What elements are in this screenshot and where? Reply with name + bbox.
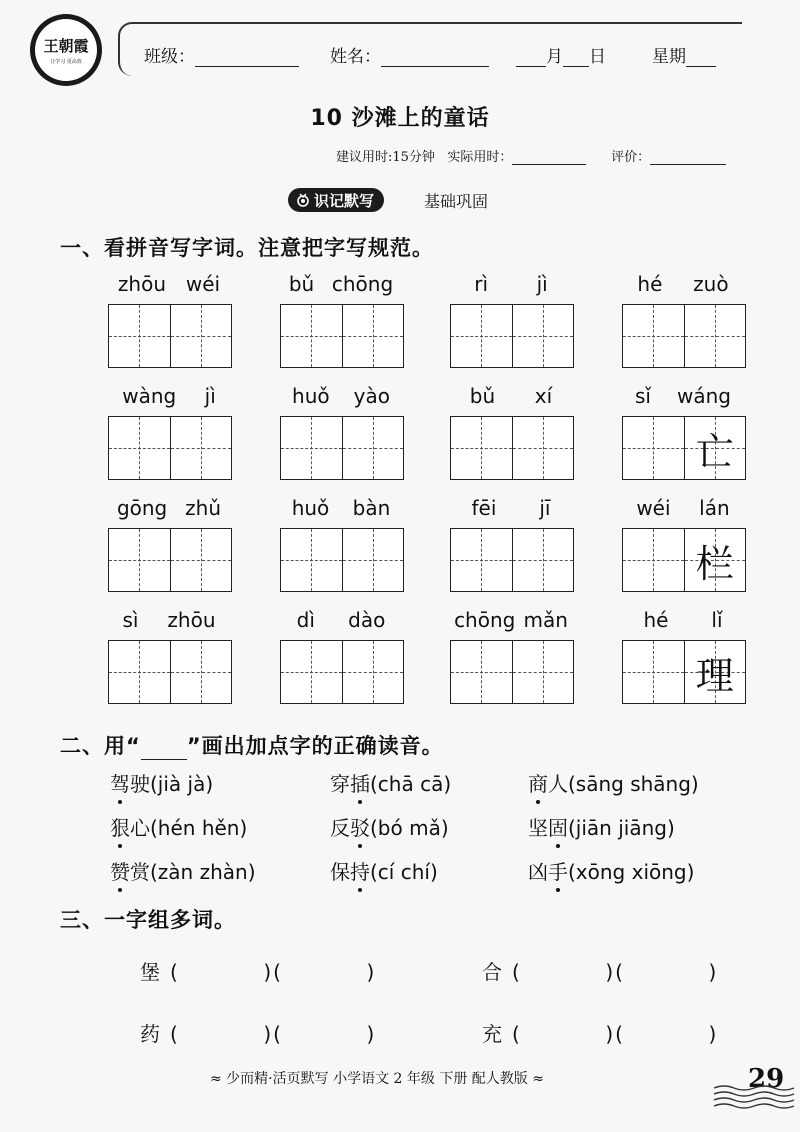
reading-options[interactable]: (sāng shāng) bbox=[568, 772, 699, 796]
badge-label: 识记默写 bbox=[314, 191, 375, 210]
tian-cell[interactable] bbox=[513, 417, 574, 479]
section2-title-start: 二、用“ bbox=[60, 734, 141, 758]
tian-cell[interactable] bbox=[623, 641, 685, 703]
pinyin-label bbox=[622, 384, 744, 410]
rating-label: 评价： bbox=[611, 150, 651, 165]
pinyin-label bbox=[108, 608, 230, 634]
writing-grid[interactable] bbox=[280, 304, 404, 368]
word-group-item[interactable] bbox=[482, 956, 718, 985]
pinyin-syllable: dì bbox=[296, 608, 315, 632]
tian-cell[interactable] bbox=[171, 417, 232, 479]
handwritten-char: 理 bbox=[695, 653, 734, 698]
reading-choice[interactable] bbox=[110, 812, 247, 841]
name-field[interactable] bbox=[330, 42, 489, 67]
dotted-char: 持 bbox=[350, 856, 370, 885]
answer-blanks[interactable]: ( )( ) bbox=[512, 1022, 719, 1046]
tian-cell[interactable] bbox=[281, 305, 343, 367]
pinyin-syllable: hé bbox=[643, 608, 669, 632]
reading-choice[interactable] bbox=[528, 856, 694, 885]
word-rest: 驶 bbox=[130, 772, 150, 796]
tian-cell[interactable] bbox=[281, 641, 343, 703]
word-start: 凶 bbox=[528, 860, 548, 884]
reading-choice[interactable] bbox=[110, 856, 256, 885]
writing-grid[interactable] bbox=[280, 528, 404, 592]
tian-cell[interactable] bbox=[343, 529, 404, 591]
dotted-char: 手 bbox=[548, 856, 568, 885]
tian-cell[interactable] bbox=[623, 305, 685, 367]
writing-grid[interactable] bbox=[450, 416, 574, 480]
wave-decoration bbox=[712, 1082, 800, 1116]
weekday-field[interactable] bbox=[652, 42, 716, 67]
base-char: 药 bbox=[140, 1022, 160, 1046]
tian-cell[interactable] bbox=[451, 417, 513, 479]
pinyin-syllable: jì bbox=[204, 384, 216, 408]
date-field[interactable] bbox=[516, 42, 606, 67]
reading-options[interactable]: (jiān jiāng) bbox=[568, 816, 675, 840]
section3-title: 三、一字组多词。 bbox=[60, 908, 236, 932]
badge-subtitle: 基础巩固 bbox=[424, 192, 489, 211]
reading-options[interactable]: (zàn zhàn) bbox=[150, 860, 256, 884]
reading-options[interactable]: (cí chí) bbox=[370, 860, 438, 884]
section2-title-end: ”画出加点字的正确读音。 bbox=[186, 734, 444, 758]
reading-choice[interactable] bbox=[528, 768, 699, 797]
pinyin-syllable: chōng bbox=[454, 608, 516, 632]
pinyin-syllable: wàng bbox=[122, 384, 177, 408]
reading-options[interactable]: (xōng xiōng) bbox=[568, 860, 695, 884]
pinyin-syllable: gōng bbox=[116, 496, 168, 520]
pinyin-syllable: zuò bbox=[693, 272, 729, 296]
dotted-char: 插 bbox=[350, 768, 370, 797]
logo-subtext: 让学习 更高效 bbox=[50, 59, 82, 65]
month-label: 月 bbox=[546, 47, 563, 67]
tian-cell[interactable] bbox=[343, 641, 404, 703]
writing-grid[interactable] bbox=[450, 304, 574, 368]
medal-icon bbox=[296, 193, 310, 207]
pinyin-syllable: hé bbox=[637, 272, 663, 296]
word-start: 反 bbox=[330, 816, 350, 840]
writing-grid[interactable] bbox=[280, 640, 404, 704]
section2-title bbox=[60, 730, 444, 760]
actual-time-label: 实际用时： bbox=[447, 150, 513, 165]
class-blank[interactable] bbox=[195, 50, 299, 67]
pinyin-syllable: mǎn bbox=[523, 608, 568, 632]
tian-cell[interactable] bbox=[281, 529, 343, 591]
pinyin-syllable: zhōu bbox=[167, 608, 216, 632]
day-label: 日 bbox=[589, 47, 606, 67]
tian-cell[interactable] bbox=[109, 641, 171, 703]
pinyin-syllable: wéi bbox=[636, 496, 671, 520]
base-char: 充 bbox=[482, 1022, 502, 1046]
actual-time-blank[interactable] bbox=[512, 152, 586, 165]
tian-cell[interactable] bbox=[109, 305, 171, 367]
word-rest: 赏 bbox=[130, 860, 150, 884]
word-rest: 心 bbox=[130, 816, 150, 840]
pinyin-label bbox=[280, 272, 402, 298]
word-start: 穿 bbox=[330, 772, 350, 796]
writing-grid[interactable] bbox=[622, 528, 746, 592]
handwritten-char: 亡 bbox=[695, 429, 734, 474]
pinyin-label bbox=[108, 272, 230, 298]
dotted-char: 商 bbox=[528, 768, 548, 797]
writing-grid[interactable] bbox=[622, 416, 746, 480]
page-number: 29 bbox=[748, 1064, 785, 1094]
writing-grid[interactable] bbox=[108, 304, 232, 368]
reading-options[interactable]: (chā cā) bbox=[370, 772, 452, 796]
pinyin-label bbox=[280, 496, 402, 522]
reading-choice[interactable] bbox=[330, 768, 451, 797]
pinyin-label bbox=[450, 608, 572, 634]
dotted-char: 狠 bbox=[110, 812, 130, 841]
class-label: 班级： bbox=[144, 47, 195, 67]
base-char: 堡 bbox=[140, 960, 160, 984]
tian-cell[interactable] bbox=[685, 641, 746, 703]
tian-cell[interactable] bbox=[343, 417, 404, 479]
suggested-time: 建议用时:15分钟 bbox=[336, 150, 435, 165]
tian-cell[interactable] bbox=[623, 417, 685, 479]
reading-options[interactable]: (bó mǎ) bbox=[370, 816, 449, 840]
pinyin-label bbox=[280, 384, 402, 410]
reading-choice[interactable] bbox=[330, 856, 438, 885]
word-group-item[interactable] bbox=[140, 1018, 376, 1047]
dotted-char: 驳 bbox=[350, 812, 370, 841]
pinyin-label bbox=[622, 608, 744, 634]
pinyin-syllable: bàn bbox=[352, 496, 391, 520]
tian-cell[interactable] bbox=[685, 417, 746, 479]
tian-cell[interactable] bbox=[513, 529, 574, 591]
tian-cell[interactable] bbox=[171, 305, 232, 367]
tian-cell[interactable] bbox=[109, 417, 171, 479]
reading-options[interactable]: (hén hěn) bbox=[150, 816, 248, 840]
pinyin-syllable: bǔ bbox=[288, 272, 315, 296]
word-group-item[interactable] bbox=[140, 956, 376, 985]
pinyin-syllable: jì bbox=[536, 272, 548, 296]
time-row bbox=[336, 146, 726, 165]
writing-grid[interactable] bbox=[108, 528, 232, 592]
pinyin-syllable: lǐ bbox=[711, 608, 723, 632]
writing-grid[interactable] bbox=[450, 640, 574, 704]
word-start: 保 bbox=[330, 860, 350, 884]
publisher-logo bbox=[30, 14, 102, 86]
name-blank[interactable] bbox=[381, 50, 489, 67]
tian-cell[interactable] bbox=[451, 305, 513, 367]
footer-text: ≈ 少而精·活页默写 小学语文 2 年级 下册 配人教版 ≈ bbox=[210, 1071, 544, 1087]
tian-cell[interactable] bbox=[171, 641, 232, 703]
writing-grid[interactable] bbox=[450, 528, 574, 592]
pinyin-syllable: huǒ bbox=[292, 384, 330, 408]
reading-choice[interactable] bbox=[528, 812, 675, 841]
handwritten-char: 栏 bbox=[695, 541, 734, 586]
pinyin-syllable: sǐ bbox=[635, 384, 651, 408]
answer-blanks[interactable]: ( )( ) bbox=[170, 960, 377, 984]
tian-cell[interactable] bbox=[685, 305, 746, 367]
tian-cell[interactable] bbox=[451, 529, 513, 591]
dotted-char: 驾 bbox=[110, 768, 130, 797]
writing-grid[interactable] bbox=[108, 416, 232, 480]
tian-cell[interactable] bbox=[623, 529, 685, 591]
tian-cell[interactable] bbox=[451, 641, 513, 703]
tian-cell[interactable] bbox=[109, 529, 171, 591]
pinyin-syllable: wáng bbox=[677, 384, 731, 408]
tian-cell[interactable] bbox=[513, 305, 574, 367]
dotted-char: 固 bbox=[548, 812, 568, 841]
pinyin-syllable: rì bbox=[474, 272, 489, 296]
writing-grid[interactable] bbox=[622, 304, 746, 368]
pinyin-syllable: lán bbox=[699, 496, 730, 520]
pinyin-syllable: xí bbox=[534, 384, 553, 408]
tian-cell[interactable] bbox=[513, 641, 574, 703]
section1-title: 一、看拼音写字词。注意把字写规范。 bbox=[60, 236, 434, 260]
pinyin-syllable: chōng bbox=[331, 272, 394, 296]
pinyin-label bbox=[622, 272, 744, 298]
weekday-label: 星期 bbox=[652, 47, 686, 67]
answer-blanks[interactable]: ( )( ) bbox=[170, 1022, 377, 1046]
word-start: 坚 bbox=[528, 816, 548, 840]
pinyin-syllable: yào bbox=[353, 384, 390, 408]
name-label: 姓名： bbox=[330, 47, 381, 67]
writing-grid[interactable] bbox=[280, 416, 404, 480]
class-field[interactable] bbox=[144, 42, 299, 67]
pinyin-syllable: jī bbox=[539, 496, 551, 520]
dotted-char: 赞 bbox=[110, 856, 130, 885]
pinyin-label bbox=[450, 384, 572, 410]
word-rest: 人 bbox=[548, 772, 568, 796]
pinyin-label bbox=[622, 496, 744, 522]
underline-sample bbox=[141, 741, 187, 760]
tian-cell[interactable] bbox=[281, 417, 343, 479]
tian-cell[interactable] bbox=[343, 305, 404, 367]
pinyin-syllable: zhōu bbox=[117, 272, 167, 296]
weekday-blank[interactable] bbox=[686, 50, 716, 67]
writing-grid[interactable] bbox=[108, 640, 232, 704]
pinyin-label bbox=[450, 496, 572, 522]
answer-blanks[interactable]: ( )( ) bbox=[512, 960, 719, 984]
writing-grid[interactable] bbox=[622, 640, 746, 704]
word-group-item[interactable] bbox=[482, 1018, 718, 1047]
pinyin-syllable: bǔ bbox=[469, 384, 496, 408]
pinyin-label bbox=[108, 384, 230, 410]
reading-choice[interactable] bbox=[110, 768, 213, 797]
section-badge bbox=[288, 188, 384, 212]
pinyin-syllable: fēi bbox=[471, 496, 497, 520]
day-blank[interactable] bbox=[563, 50, 589, 67]
pinyin-label bbox=[108, 496, 230, 522]
pinyin-label bbox=[280, 608, 402, 634]
logo-text: 王朝霞 bbox=[43, 37, 89, 55]
pinyin-syllable: huǒ bbox=[291, 496, 330, 520]
tian-cell[interactable] bbox=[171, 529, 232, 591]
pinyin-syllable: sì bbox=[122, 608, 139, 632]
pinyin-syllable: zhǔ bbox=[185, 496, 222, 520]
base-char: 合 bbox=[482, 960, 502, 984]
rating-blank[interactable] bbox=[650, 152, 726, 165]
pinyin-label bbox=[450, 272, 572, 298]
pinyin-syllable: wéi bbox=[185, 272, 221, 296]
reading-options[interactable]: (jià jà) bbox=[150, 772, 214, 796]
tian-cell[interactable] bbox=[685, 529, 746, 591]
reading-choice[interactable] bbox=[330, 812, 449, 841]
month-blank[interactable] bbox=[516, 50, 546, 67]
page-title: 10 沙滩上的童话 bbox=[310, 106, 490, 131]
pinyin-syllable: dào bbox=[348, 608, 386, 632]
